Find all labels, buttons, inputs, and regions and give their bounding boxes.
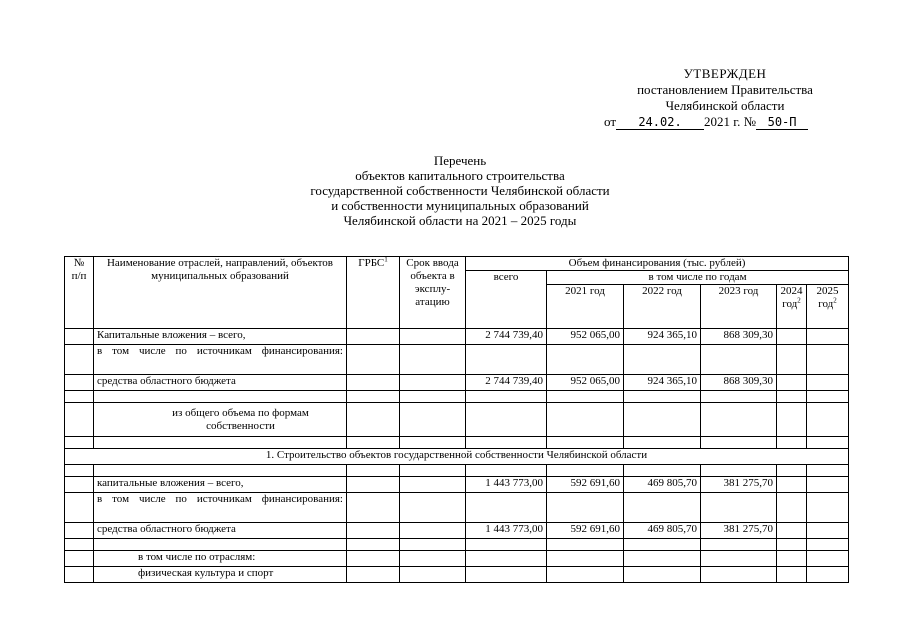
approval-heading: УТВЕРЖДЕН	[683, 66, 767, 81]
date-value: 24.02.	[616, 116, 704, 130]
value-2023: 868 309,30	[701, 329, 777, 345]
header-funding: Объем финансирования (тыс. рублей)	[466, 257, 849, 271]
section-heading: 1. Строительство объектов государственной собственности Челябинской области	[65, 449, 849, 465]
value-2022: 924 365,10	[624, 375, 701, 391]
value-total: 1 443 773,00	[466, 523, 547, 539]
approval-line-3: Челябинской области	[665, 98, 785, 113]
value-2022: 469 805,70	[624, 477, 701, 493]
header-name: Наименование отраслей, направлений, объектов муниципальных образований	[94, 257, 347, 329]
table-row	[65, 523, 849, 539]
title-line-4: и собственности муниципальных образований	[331, 198, 589, 213]
table-row	[65, 391, 849, 403]
table-row	[65, 465, 849, 477]
value-2023: 381 275,70	[701, 477, 777, 493]
header-2025: 2025 год$^2$	[807, 285, 849, 329]
row-label: в том числе по отраслям:	[94, 551, 347, 567]
value-2021: 592 691,60	[547, 523, 624, 539]
row-label: капитальные вложения – всего,	[94, 477, 347, 493]
header-by-years: в том числе по годам	[547, 271, 849, 285]
document-title	[230, 153, 690, 228]
header-2023: 2023 год	[701, 285, 777, 329]
table-row	[65, 329, 849, 345]
table-row	[65, 375, 849, 391]
year-text: 2021 г. №	[704, 114, 757, 129]
header-commissioning-term: Срок ввода объекта в эксплу-атацию	[400, 257, 466, 329]
title-line-5: Челябинской области на 2021 – 2025 годы	[343, 213, 577, 228]
value-total: 2 744 739,40	[466, 329, 547, 345]
row-label: Капитальные вложения – всего,	[94, 329, 347, 345]
table-row	[65, 567, 849, 583]
value-2022: 924 365,10	[624, 329, 701, 345]
header-2024: 2024 год$^2$	[777, 285, 807, 329]
table-row	[65, 551, 849, 567]
row-label: из общего объема по формам собственности	[94, 403, 347, 437]
table-row	[65, 403, 849, 437]
table-row	[65, 493, 849, 523]
value-2022: 469 805,70	[624, 523, 701, 539]
value-2021: 592 691,60	[547, 477, 624, 493]
header-2022: 2022 год	[624, 285, 701, 329]
row-label: средства областного бюджета	[94, 523, 347, 539]
approval-line-2: постановлением Правительства	[637, 82, 813, 97]
header-grbs: ГРБС$^1$	[347, 257, 400, 329]
title-line-3: государственной собственности Челябинской области	[310, 183, 610, 198]
table-row	[65, 477, 849, 493]
header-2021: 2021 год	[547, 285, 624, 329]
date-prefix: от	[604, 114, 617, 129]
approval-stamp	[600, 66, 850, 130]
capital-construction-table	[64, 256, 849, 583]
table-row	[65, 539, 849, 551]
title-line-2: объектов капитального строительства	[355, 168, 565, 183]
header-number: № п/п	[65, 257, 94, 329]
value-2023: 868 309,30	[701, 375, 777, 391]
header-total: всего	[466, 271, 547, 329]
section-row	[65, 449, 849, 465]
document-number: 50-П	[756, 116, 808, 130]
value-2023: 381 275,70	[701, 523, 777, 539]
table-row	[65, 437, 849, 449]
row-label: средства областного бюджета	[94, 375, 347, 391]
value-total: 1 443 773,00	[466, 477, 547, 493]
value-2021: 952 065,00	[547, 375, 624, 391]
row-label: в том числе по источникам финансирования:	[94, 493, 347, 523]
title-line-1: Перечень	[433, 153, 487, 168]
row-label: в том числе по источникам финансирования:	[94, 345, 347, 375]
value-total: 2 744 739,40	[466, 375, 547, 391]
table-row	[65, 345, 849, 375]
value-2021: 952 065,00	[547, 329, 624, 345]
row-label: физическая культура и спорт	[94, 567, 347, 583]
approval-date-line	[600, 114, 850, 130]
